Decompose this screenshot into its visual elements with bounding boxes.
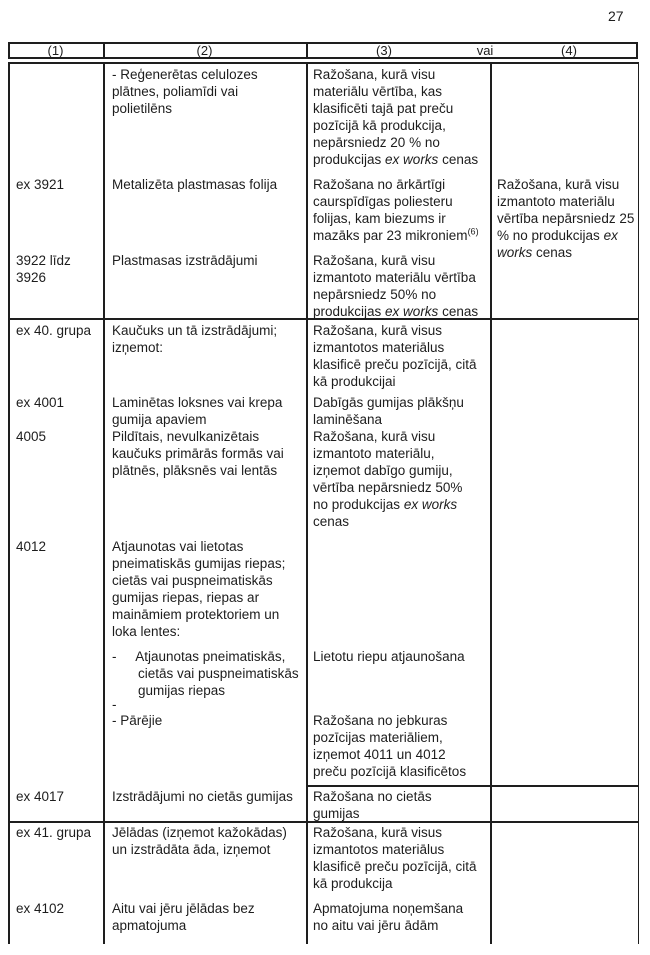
table-right-border bbox=[638, 62, 640, 944]
table-cell-c3: Apmatojuma noņemšana no aitu vai jēru ādām bbox=[313, 901, 464, 933]
table-cell-c2: Atjaunotas vai lietotas pneimatiskās gumijas riepas; cietās vai puspneimatiskās gumijas riepas, riepas ar maināmiem protektoriem un loka lentes: bbox=[112, 539, 286, 639]
header-col4-label: (4) bbox=[561, 43, 577, 58]
table-cell-c2: - Atjaunotas pneimatiskās, cietās vai puspneimatiskās gumijas riepas bbox=[112, 649, 299, 698]
table-cell-c4: Ražošana, kurā visu izmantoto materiālu vērtība nepārsniedz 25 % no produkcijas ex works cenas bbox=[497, 177, 635, 260]
table-cell-c1: ex 40. grupa bbox=[16, 323, 92, 338]
header-col2-label: (2) bbox=[196, 43, 213, 58]
table-left-border bbox=[8, 62, 10, 944]
table-cell-c3: Ražošana no cietās gumijas bbox=[313, 789, 432, 821]
table-cell-c3: Ražošana, kurā visus izmantotos materiālus klasificē preču pozīcijā, citā kā produkcijai bbox=[313, 323, 477, 389]
table-cell-c1: ex 3921 bbox=[16, 177, 65, 192]
table-cell-c2: - bbox=[112, 697, 117, 712]
table-cell-c1: 4005 bbox=[16, 429, 47, 444]
table-cell-c2: - Pārējie bbox=[112, 713, 163, 728]
column-divider-3 bbox=[490, 62, 492, 944]
table-cell-c1: ex 4001 bbox=[16, 395, 65, 410]
table-cell-c2: Plastmasas izstrādājumi bbox=[112, 253, 258, 268]
table-cell-c1: 3922 līdz 3926 bbox=[16, 253, 71, 285]
table-cell-c2: Pildītais, nevulkanizētais kaučuks primārās formās vai plātnēs, plāksnēs vai lentās bbox=[112, 429, 284, 478]
header-col1-label: (1) bbox=[47, 43, 64, 58]
header-or-label: vai bbox=[476, 43, 494, 58]
table-cell-c2: Jēlādas (izņemot kažokādas) un izstrādāta āda, izņemot bbox=[112, 825, 287, 857]
table-cell-c1: 4012 bbox=[16, 539, 47, 554]
table-cell-c3: Ražošana, kurā visu izmantoto materiālu, izņemot dabīgo gumiju, vērtība nepārsniedz 50% no produkcijas ex works cenas bbox=[313, 429, 463, 529]
partial-row-divider bbox=[306, 785, 639, 787]
table-cell-c3: Lietotu riepu atjaunošana bbox=[313, 649, 465, 664]
table-cell-c2: Izstrādājumi no cietās gumijas bbox=[112, 789, 293, 804]
table-cell-c3: Ražošana no ārkārtīgi caurspīdīgas poliesteru folijas, kam biezums ir mazāks par 23 mikroniem$^{(6)}$ bbox=[313, 177, 479, 243]
table-cell-c1: ex 4017 bbox=[16, 789, 65, 804]
header-col3-label: (3) bbox=[376, 43, 392, 58]
table-cell-c2: Laminētas loksnes vai krepa gumija apaviem bbox=[112, 395, 283, 427]
table-cell-c3: Ražošana no jebkuras pozīcijas materiāliem, izņemot 4011 un 4012 preču pozīcijā klasificētos bbox=[313, 713, 467, 779]
table-cell-c2: - Reģenerētas celulozes plātnes, poliamīdi vai polietilēns bbox=[112, 67, 258, 116]
table-cell-c3: Ražošana, kurā visu materiālu vērtība, kas klasificēti tajā pat preču pozīcijā kā produkcija, nepārsniedz 20 % no produkcijas ex works cenas bbox=[313, 67, 479, 167]
table-cell-c3: Dabīgās gumijas plākšņu laminēšana bbox=[313, 395, 464, 427]
table-cell-c2: Aitu vai jēru jēlādas bez apmatojuma bbox=[112, 901, 255, 933]
table-cell-c3: Ražošana, kurā visus izmantotos materiālus klasificē preču pozīcijā, citā kā produkcija bbox=[313, 825, 477, 891]
column-divider-2 bbox=[306, 62, 308, 944]
page-number: 27 bbox=[608, 8, 624, 24]
column-divider-1 bbox=[103, 62, 105, 944]
table-cell-c2: Kaučuks un tā izstrādājumi; izņemot: bbox=[112, 323, 278, 355]
table-cell-c1: ex 4102 bbox=[16, 901, 65, 916]
table-cell-c3: Ražošana, kurā visu izmantoto materiālu vērtība nepārsniedz 50% no produkcijas ex works cenas bbox=[313, 253, 479, 319]
table-cell-c1: ex 41. grupa bbox=[16, 825, 92, 840]
table-cell-c2: Metalizēta plastmasas folija bbox=[112, 177, 278, 192]
